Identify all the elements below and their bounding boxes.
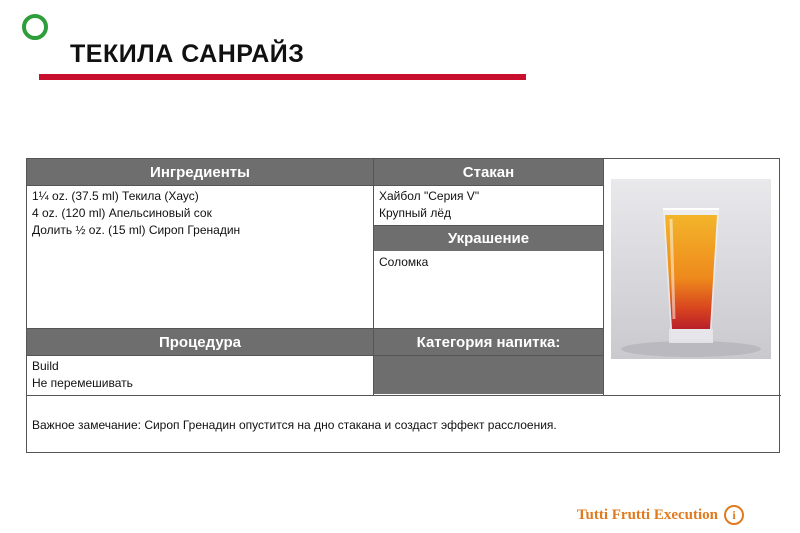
recipe-card: [26, 158, 780, 453]
brand-name: Tutti Frutti Execution: [576, 506, 718, 523]
garnish-line-1: Соломка: [379, 255, 429, 269]
logo-circle-icon: [22, 14, 48, 40]
title-underline: [39, 74, 526, 80]
ingredients-heading: Ингредиенты: [27, 159, 373, 185]
brand-footer: [577, 505, 744, 525]
glass-list: [374, 186, 603, 224]
glass-heading: Стакан: [374, 159, 603, 185]
divider: [373, 159, 374, 395]
cocktail-photo: [611, 179, 771, 359]
divider: [374, 225, 603, 226]
garnish-heading: Украшение: [374, 225, 603, 251]
divider: [27, 185, 603, 186]
procedure-line-1: Build: [32, 359, 59, 373]
ingredients-list: [27, 186, 373, 241]
glass-line-1: Хайбол "Серия V": [379, 189, 480, 203]
procedure-list: [27, 356, 373, 394]
divider: [27, 328, 603, 329]
info-icon: i: [724, 505, 744, 525]
category-heading: Категория напитка:: [374, 329, 603, 355]
category-value: [374, 356, 603, 394]
ingredient-line-2: 4 oz. (120 ml) Апельсиновый сок: [32, 206, 212, 220]
ingredient-line-1: 1¼ oz. (37.5 ml) Текила (Хаус): [32, 189, 199, 203]
glass-line-2: Крупный лёд: [379, 206, 451, 220]
page-title: ТЕКИЛА САНРАЙЗ: [70, 40, 305, 68]
procedure-heading: Процедура: [27, 329, 373, 355]
procedure-line-2: Не перемешивать: [32, 376, 133, 390]
divider: [603, 159, 604, 395]
garnish-list: [374, 252, 603, 273]
ingredient-line-3: Долить ½ oz. (15 ml) Сироп Гренадин: [32, 223, 241, 237]
divider: [27, 395, 781, 396]
divider: [27, 355, 603, 356]
important-note: Важное замечание: Сироп Гренадин опустится на дно стакана и создаст эффект расслоения.: [32, 418, 557, 432]
